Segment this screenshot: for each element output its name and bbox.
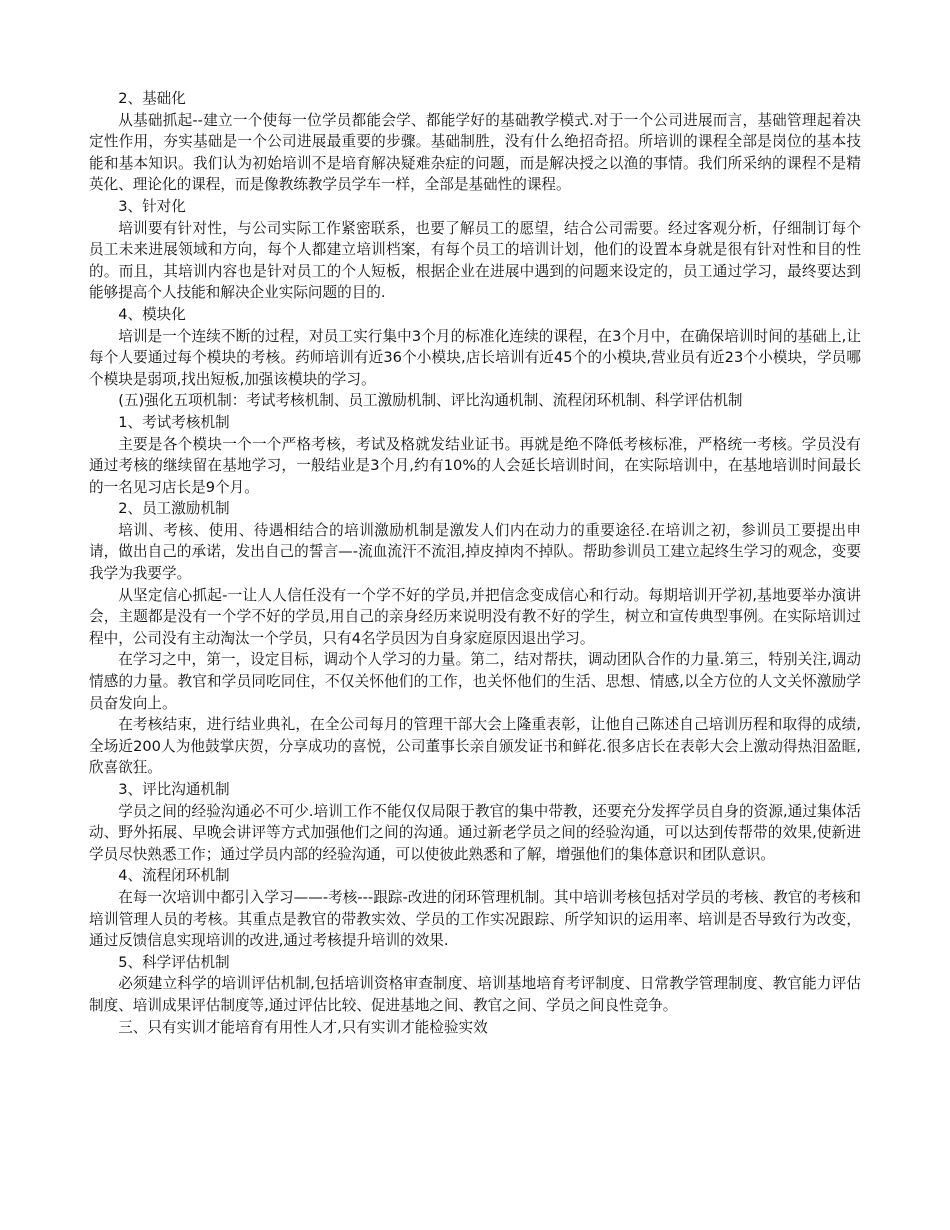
heading-section-three: 三、只有实训才能培育有用性人才,只有实训才能检验实效 <box>118 1018 488 1036</box>
heading-five-mechanisms: (五)强化五项机制：考试考核机制、员工激励机制、评比沟通机制、流程闭环机制、科学评估机制 <box>118 392 743 410</box>
paragraph-incentive-3: 在学习之中，第一，设定目标，调动个人学习的力量。第二，结对帮扶，调动团队合作的力量.第三，特别关注,调动情感的力量。教官和学员同吃同住，不仅关怀他们的工作，也关怀他们的生活、思想、情感,以全方位的人文关怀激励学员奋发向上。 <box>89 651 861 712</box>
paragraph-foundation: 从基础抓起--建立一个使每一位学员都能会学、都能学好的基础教学模式.对于一个公司进展而言，基础管理起着决定性作用，夯实基础是一个公司进展最重要的步骤。基础制胜，没有什么绝招奇招。所培训的课程全部是岗位的基本技能和基本知识。我们认为初始培训不是培育解决疑难杂症的问题，而是解决授之以渔的事情。我们所采纳的课程不是精英化、理论化的课程，而是像教练教学员学车一样，全部是基础性的课程。 <box>89 111 861 194</box>
paragraph-exam-mechanism: 主要是各个模块一个一个严格考核，考试及格就发结业证书。再就是绝不降低考核标准，严格统一考核。学员没有通过考核的继续留在基地学习，一般结业是3个月,约有10%的人会延长培训时间，在实际培训中，在基地培训时间最长的一名见习店长是9个月。 <box>89 435 861 496</box>
heading-foundation: 2、基础化 <box>118 90 186 107</box>
heading-communication-mechanism: 3、评比沟通机制 <box>118 781 230 798</box>
heading-evaluation-mechanism: 5、科学评估机制 <box>118 953 230 971</box>
heading-targeted: 3、针对化 <box>118 197 186 215</box>
paragraph-incentive-4: 在考核结束，进行结业典礼，在全公司每月的管理干部大会上隆重表彰，让他自己陈述自己培训历程和取得的成绩,全场近200人为他鼓掌庆贺，分享成功的喜悦，公司董事长亲自颁发证书和鲜花.很多店长在表彰大会上激动得热泪盈眶,欣喜欲狂。 <box>89 716 861 777</box>
document-body <box>89 88 861 1038</box>
paragraph-communication: 学员之间的经验沟通必不可少.培训工作不能仅仅局限于教官的集中带教，还要充分发挥学员自身的资源,通过集体活动、野外拓展、早晚会讲评等方式加强他们之间的沟通。通过新老学员之间的经验沟通，可以达到传帮带的效果,使新进学员尽快熟悉工作；通过学员内部的经验沟通，可以使彼此熟悉和了解，增强他们的集体意识和团队意识。 <box>89 802 861 863</box>
paragraph-closed-loop: 在每一次培训中都引入学习——-考核---跟踪-改进的闭环管理机制。其中培训考核包括对学员的考核、教官的考核和培训管理人员的考核。其重点是教官的带教实效、学员的工作实况跟踪、所学知识的运用率、培训是否导致行为改变，通过反馈信息实现培训的改进,通过考核提升培训的效果. <box>89 888 861 950</box>
heading-modular: 4、模块化 <box>118 305 186 323</box>
heading-incentive-mechanism: 2、员工激励机制 <box>118 500 230 518</box>
paragraph-incentive-2: 从坚定信心抓起-一让人人信任没有一个学不好的学员,并把信念变成信心和行动。每期培训开学初,基地要举办演讲会，主题都是没有一个学不好的学员,用自己的亲身经历来说明没有教不好的学生，树立和宣传典型事例。在实际培训过程中，公司没有主动淘汰一个学员，只有4名学员因为自身家庭原因退出学习。 <box>89 586 861 647</box>
paragraph-incentive-1: 培训、考核、使用、待遇相结合的培训激励机制是激发人们内在动力的重要途径.在培训之初，参训员工要提出申请，做出自己的承诺，发出自己的誓言—-流血流汗不流泪,掉皮掉肉不掉队。帮助参训员工建立起终生学习的观念，变要我学为我要学。 <box>89 521 861 583</box>
heading-exam-mechanism: 1、考试考核机制 <box>118 413 230 431</box>
paragraph-modular: 培训是一个连续不断的过程，对员工实行集中3个月的标准化连续的课程，在3个月中，在确保培训时间的基础上,让每个人要通过每个模块的考核。药师培训有近36个小模块,店长培训有近45个的小模块,营业员有近23个小模块，学员哪个模块是弱项,找出短板,加强该模块的学习。 <box>89 327 861 388</box>
heading-closed-loop-mechanism: 4、流程闭环机制 <box>118 867 230 885</box>
paragraph-targeted: 培训要有针对性，与公司实际工作紧密联系，也要了解员工的愿望，结合公司需要。经过客观分析，仔细制订每个员工未来进展领域和方向，每个人都建立培训档案，有每个员工的培训计划，他们的设置本身就是很有针对性和目的性的。而且，其培训内容也是针对员工的个人短板，根据企业在进展中遇到的问题来设定的，员工通过学习，最终要达到能够提高个人技能和解决企业实际问题的目的. <box>89 219 861 302</box>
paragraph-evaluation: 必须建立科学的培训评估机制,包括培训资格审查制度、培训基地培育考评制度、日常教学管理制度、教官能力评估制度、培训成果评估制度等,通过评估比较、促进基地之间、教官之间、学员之间良性竞争。 <box>89 975 861 1014</box>
